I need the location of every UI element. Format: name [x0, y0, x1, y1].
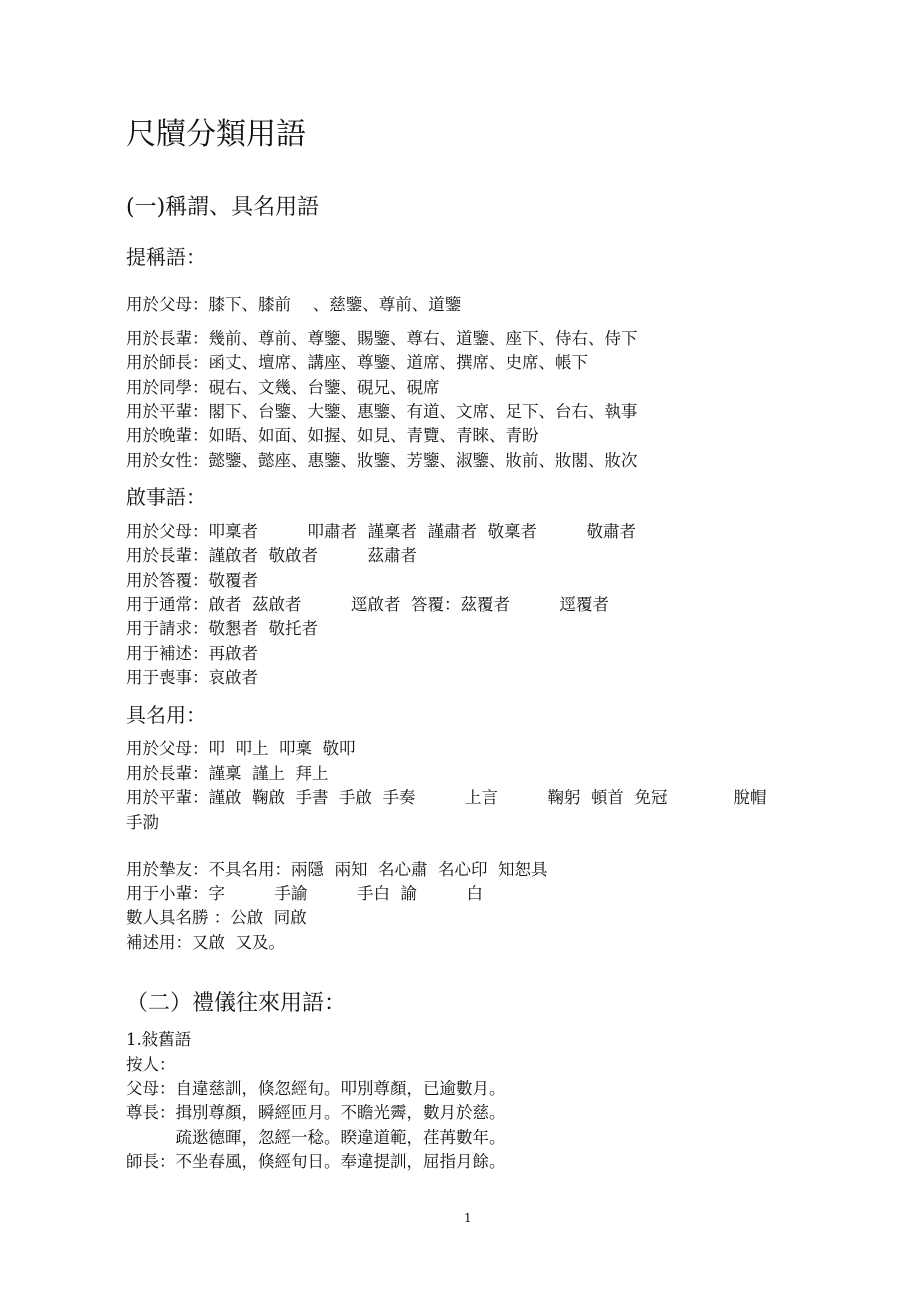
- text-line: 用於師長：函丈、壇席、講座、尊鑒、道席、撰席、史席、帳下: [126, 353, 588, 372]
- text-line: 疏逖德暉，忽經一稔。睽違道範，荏苒數年。: [126, 1128, 506, 1147]
- signature-terms-heading: 具名用：: [126, 703, 206, 727]
- page-number: 1: [464, 1211, 472, 1225]
- page-title: 尺牘分類用語: [126, 117, 306, 152]
- text-line: 用於同學：硯右、文幾、台鑒、硯兄、硯席: [126, 378, 440, 397]
- text-line: 用于喪事：哀啟者: [126, 668, 258, 687]
- text-line: 用於摯友：不具名用：兩隱 兩知 名心肅 名心印 知恕具: [126, 860, 548, 879]
- text-line: 師長：不坐春風，倏經旬日。奉違提訓，屈指月餘。: [126, 1152, 506, 1171]
- text-line: 數人具名勝 ：公啟 同啟: [126, 908, 307, 927]
- text-line: 用於平輩：閣下、台鑒、大鑒、惠鑒、有道、文席、足下、台右、執事: [126, 402, 638, 421]
- text-line: 按人：: [126, 1055, 176, 1074]
- text-line: 用于小輩：字 手諭 手白 諭 白: [126, 884, 483, 903]
- text-line: 用於答覆：敬覆者: [126, 571, 258, 590]
- text-line: 用于通常：啟者 茲啟者 逕啟者 答覆：茲覆者 逕覆者: [126, 595, 609, 614]
- text-line: 父母：自違慈訓，倏忽經旬。叩別尊顏，已逾數月。: [126, 1079, 506, 1098]
- text-line: 用于請求：敬懇者 敬托者: [126, 619, 318, 638]
- text-line: 用於長輩：幾前、尊前、尊鑒、賜鑒、尊右、道鑒、座下、侍右、侍下: [126, 329, 638, 348]
- text-line: 用於父母：膝下、膝前 、慈鑒、尊前、道鑒: [126, 295, 462, 314]
- opening-terms-heading: 啟事語：: [126, 485, 206, 509]
- text-line: 用於父母：叩稟者 叩肅者 謹稟者 謹肅者 敬稟者 敬肅者: [126, 522, 636, 541]
- text-line: 用於女性：懿鑒、懿座、惠鑒、妝鑒、芳鑒、淑鑒、妝前、妝閣、妝次: [126, 451, 638, 470]
- text-line: 尊長：揖別尊顏，瞬經匝月。不瞻光霽，數月於慈。: [126, 1103, 506, 1122]
- text-line: 用於長輩：謹稟 謹上 拜上: [126, 764, 329, 783]
- text-line: 用於平輩：謹啟 鞠啟 手書 手啟 手奏 上言 鞠躬 頓首 免冠 脫帽: [126, 788, 767, 807]
- text-line: 用于補述：再啟者: [126, 644, 258, 663]
- text-line: 補述用：又啟 又及。: [126, 933, 285, 952]
- text-line: 用於父母：叩 叩上 叩稟 敬叩: [126, 739, 356, 758]
- section-2-heading: （二）禮儀往來用語：: [126, 991, 347, 1016]
- section-1-heading: (一)稱謂、具名用語: [126, 195, 320, 220]
- text-line: 用於晚輩：如晤、如面、如握、如見、青覽、青睞、青盼: [126, 426, 539, 445]
- greeting-terms-heading: 提稱語：: [126, 245, 206, 269]
- text-line: 1.敍舊語: [126, 1030, 192, 1049]
- text-line: 手泐: [126, 813, 159, 832]
- text-line: 用於長輩：謹啟者 敬啟者 茲肅者: [126, 546, 417, 565]
